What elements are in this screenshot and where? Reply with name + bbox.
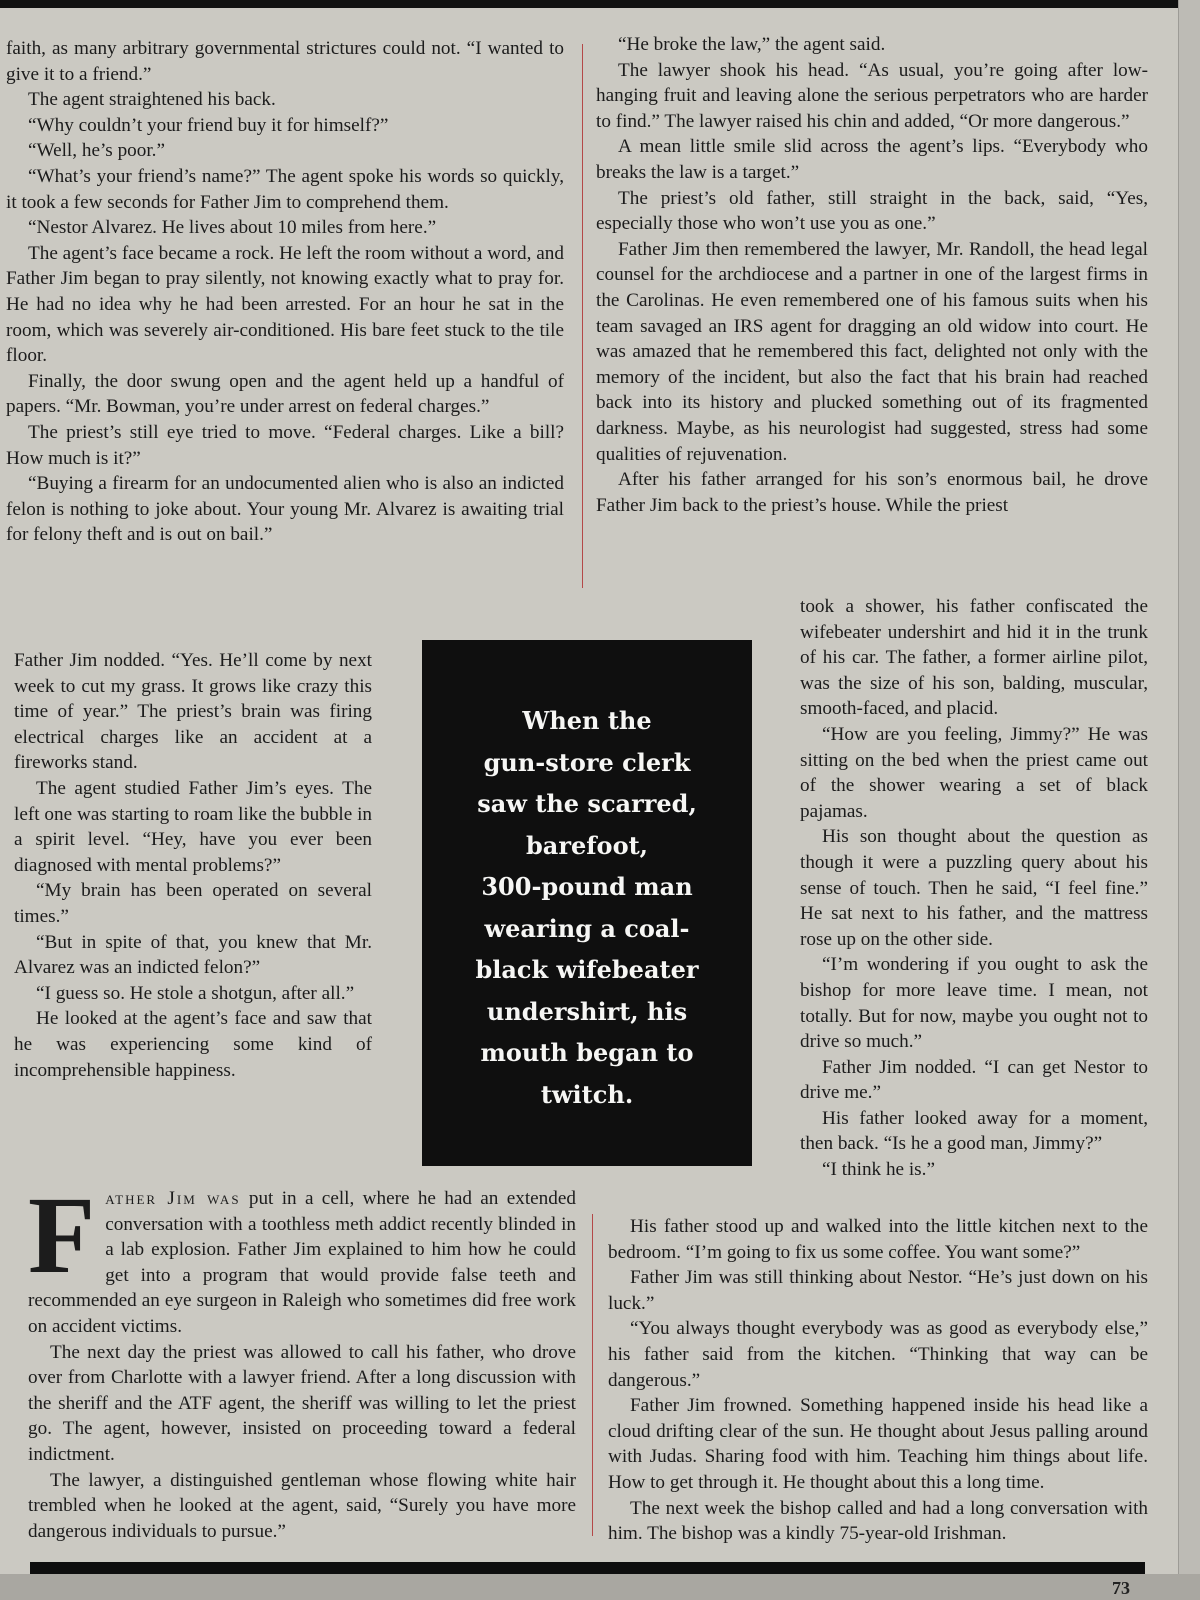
- paragraph: “He broke the law,” the agent said.: [618, 34, 886, 55]
- paragraph: “Well, he’s poor.”: [28, 140, 165, 162]
- left-column-bottom: [28, 1174, 576, 1544]
- page-number: 73: [1112, 1578, 1130, 1598]
- pull-quote-line: When the: [522, 706, 652, 735]
- paragraph: The lawyer, a distinguished gentleman whose flowing white hair trembled when he looked at the agent, said, “Surely you have more dangerous individuals to pursue.”: [28, 1469, 576, 1542]
- paragraph: His son thought about the question as though it were a puzzling query about his sense of touch. Then he said, “I feel fine.” He sat next to his father, and the mattress rose up on the other side.: [800, 826, 1148, 950]
- paragraph: The priest’s still eye tried to move. “Federal charges. Like a bill? How much is it?”: [6, 421, 564, 469]
- paragraph: “I’m wondering if you ought to ask the bishop for more leave time. I mean, not totally. But for now, maybe you ought not to drive so much.”: [800, 954, 1148, 1053]
- paragraph: Father Jim nodded. “Yes. He’ll come by next week to cut my grass. It grows like crazy this time of year.” The priest’s brain was firing electrical charges like an accident at a fireworks stand.: [14, 650, 372, 774]
- paragraph: “I think he is.”: [822, 1159, 935, 1181]
- paragraph: “Buying a firearm for an undocumented alien who is also an indicted felon is nothing to joke about. Your young Mr. Alvarez is awaiting trial for felony theft and is out on bail.”: [6, 473, 564, 546]
- pull-quote-line: saw the scarred,: [477, 789, 697, 818]
- column-rule-top: [582, 44, 583, 588]
- pull-quote-line: undershirt, his: [486, 996, 688, 1026]
- column-rule-bottom: [592, 1214, 593, 1536]
- paragraph: The priest’s old father, still straight in the back, said, “Yes, especially those who won’t use you as one.”: [596, 187, 1148, 235]
- paragraph: The agent’s face became a rock. He left the room without a word, and Father Jim began to pray silently, not knowing exactly what to pray for. He had no idea why he had been arrested. For an hour he sat in the room, which was severely air-conditioned. His bare feet stuck to the tile floor.: [6, 242, 564, 367]
- right-column-bottom: [608, 1214, 1148, 1547]
- paragraph: “Why couldn’t your friend buy it for himself?”: [28, 114, 389, 136]
- pull-quote-line: barefoot,: [525, 830, 649, 860]
- paragraph: His father stood up and walked into the little kitchen next to the bedroom. “I’m going to fix us some coffee. You want some?”: [608, 1216, 1148, 1263]
- paragraph: “What’s your friend’s name?” The agent spoke his words so quickly, it took a few seconds for Father Jim to comprehend them.: [6, 165, 564, 213]
- paragraph: Father Jim was still thinking about Nestor. “He’s just down on his luck.”: [608, 1267, 1148, 1314]
- bottom-border: [30, 1562, 1145, 1574]
- paragraph: After his father arranged for his son’s enormous bail, he drove Father Jim back to the priest’s house. While the priest: [596, 469, 1148, 516]
- pull-quote-line: 300-pound man: [481, 872, 693, 901]
- left-column-top: [6, 36, 564, 548]
- page-edge: [1178, 0, 1200, 1600]
- paragraph: Finally, the door swung open and the agent held up a handful of papers. “Mr. Bowman, you’re under arrest on federal charges.”: [6, 370, 564, 418]
- lead-in-smallcaps: ather Jim was: [105, 1188, 241, 1209]
- paragraph: The next day the priest was allowed to call his father, who drove over from Charlotte with a lawyer friend. After a long discussion with the sheriff and the ATF agent, the sheriff was willing to let the priest go. The agent, however, insisted on proceeding toward a federal indictment.: [28, 1341, 576, 1465]
- left-column-narrow: [14, 648, 372, 1083]
- paragraph: The next week the bishop called and had a long conversation with him. The bishop was a kindly 75-year-old Irishman.: [608, 1497, 1148, 1545]
- paragraph: The agent straightened his back.: [28, 89, 276, 111]
- paragraph: He looked at the agent’s face and saw that he was experiencing some kind of incomprehensible happiness.: [14, 1008, 372, 1081]
- paragraph: Father Jim frowned. Something happened inside his head like a cloud drifting clear of the sun. He thought about Jesus palling around with Judas. Sharing food with him. Teaching him things about life. How to get through it. He thought about this a long time.: [608, 1395, 1148, 1493]
- paragraph: The agent studied Father Jim’s eyes. The left one was starting to roam like the bubble in a spirit level. “Hey, have you ever been diagnosed with mental problems?”: [14, 777, 372, 876]
- pull-quote-line: black wifebeater: [475, 955, 699, 984]
- drop-cap: F: [28, 1174, 96, 1296]
- lead-in-text: put in a cell, where he had an extended conversation with a toothless meth addict recently blinded in a lab explosion. Father Jim explained to him how he could get into a program that would provide false teeth and recommended an eye surgeon in Raleigh who sometimes did free work on accident victims.: [28, 1188, 576, 1337]
- paragraph: Father Jim then remembered the lawyer, Mr. Randoll, the head legal counsel for the archdiocese and a partner in one of the largest firms in the Carolinas. He even remembered one of his famous suits when his team savaged an IRS agent for dragging an old widow into court. He was amazed that he remembered this fact, delighted not only with the memory of the incident, but also the fact that his brain had reached back into its history and plucked something out of its fragmented darkness. Maybe, as his neurologist had suggested, stress had some qualities of rejuvenation.: [596, 238, 1148, 465]
- footer-strip: [0, 1574, 1200, 1600]
- paragraph: “My brain has been operated on several times.”: [14, 880, 372, 927]
- paragraph: “How are you feeling, Jimmy?” He was sitting on the bed when the priest came out of the shower wearing a set of black pajamas.: [800, 723, 1148, 822]
- paragraph: The lawyer shook his head. “As usual, you’re going after low-hanging fruit and leaving alone the serious perpetrators who are harder to find.” The lawyer raised his chin and added, “Or more dangerous.”: [596, 59, 1148, 132]
- pull-quote-line: gun-store clerk: [483, 747, 691, 777]
- paragraph: “You always thought everybody was as good as everybody else,” his father said from the kitchen. “Thinking that way can be dangerous.”: [608, 1318, 1148, 1391]
- paragraph: “But in spite of that, you knew that Mr. Alvarez was an indicted felon?”: [14, 931, 372, 979]
- paragraph: Father Jim nodded. “I can get Nestor to drive me.”: [800, 1056, 1148, 1104]
- pull-quote-line: twitch.: [540, 1079, 634, 1109]
- right-column-narrow: [800, 594, 1148, 1183]
- paragraph: “Nestor Alvarez. He lives about 10 miles from here.”: [28, 217, 437, 239]
- paragraph: took a shower, his father confiscated the wifebeater undershirt and hid it in the trunk of his car. The father, a former airline pilot, was the size of his son, balding, muscular, smooth-faced, and placid.: [800, 596, 1148, 720]
- paragraph: His father looked away for a moment, then back. “Is he a good man, Jimmy?”: [800, 1107, 1148, 1155]
- section-opening-paragraph: [28, 1174, 576, 1340]
- pull-quote: [422, 640, 752, 1166]
- paragraph: faith, as many arbitrary governmental strictures could not. “I wanted to give it to a friend.”: [6, 38, 564, 85]
- pull-quote-line: mouth began to: [480, 1038, 694, 1067]
- paragraph: A mean little smile slid across the agent’s lips. “Everybody who breaks the law is a target.”: [596, 136, 1148, 183]
- paragraph: “I guess so. He stole a shotgun, after all.”: [36, 982, 355, 1004]
- right-column-top: [596, 32, 1148, 518]
- pull-quote-line: wearing a coal-: [484, 913, 690, 943]
- top-border: [0, 0, 1200, 8]
